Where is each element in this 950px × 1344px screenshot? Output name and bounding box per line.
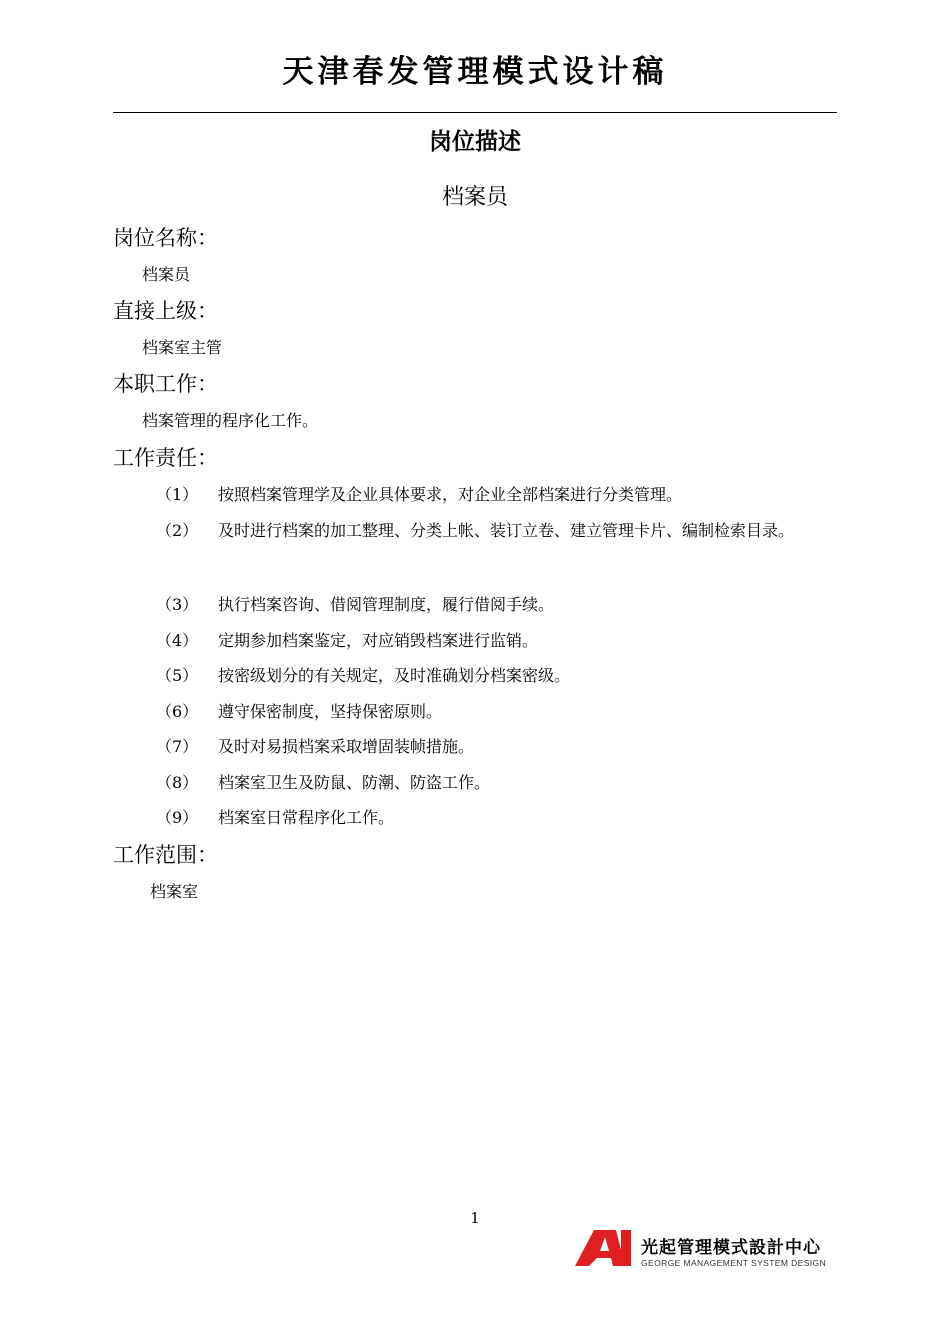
duty-text: 按密级划分的有关规定，及时准确划分档案密级。	[218, 666, 571, 685]
section-value-position-name: 档案员	[142, 265, 191, 284]
section-heading-position-name: 岗位名称：	[113, 226, 218, 250]
logo-a-icon	[575, 1228, 635, 1268]
section-heading-main-duty: 本职工作：	[113, 372, 218, 396]
duty-text: 执行档案咨询、借阅管理制度，履行借阅手续。	[218, 595, 555, 614]
section-heading-supervisor: 直接上级：	[113, 299, 218, 323]
duty-number: （1）	[156, 485, 199, 504]
section-heading-responsibilities: 工作责任：	[113, 446, 218, 470]
logo-text-chinese: 光起管理模式設計中心	[641, 1238, 821, 1258]
duty-text: 遵守保密制度，坚持保密原则。	[218, 702, 443, 721]
logo-text-english: GEORGE MANAGEMENT SYSTEM DESIGN	[641, 1258, 827, 1268]
duty-number: （7）	[156, 737, 199, 756]
page-number: 1	[470, 1209, 480, 1227]
duty-text: 定期参加档案鉴定，对应销毁档案进行监销。	[218, 631, 539, 650]
duty-number: （8）	[156, 773, 199, 792]
duty-number: （5）	[156, 666, 199, 685]
duty-text: 档案室日常程序化工作。	[218, 808, 395, 827]
section-value-scope: 档案室	[150, 882, 199, 901]
header-title: 天津春发管理模式设计稿	[282, 54, 668, 90]
duty-text: 及时对易损档案采取增固装帧措施。	[218, 737, 475, 756]
header-divider	[113, 112, 837, 113]
section-heading-scope: 工作范围：	[113, 843, 218, 867]
duty-text: 及时进行档案的加工整理、分类上帐、装订立卷、建立管理卡片、编制检索目录。	[218, 521, 795, 540]
duty-text: 档案室卫生及防鼠、防潮、防盗工作。	[218, 773, 491, 792]
duty-number: （4）	[156, 631, 199, 650]
section-value-supervisor: 档案室主管	[142, 338, 223, 357]
duty-text: 按照档案管理学及企业具体要求，对企业全部档案进行分类管理。	[218, 485, 683, 504]
duty-number: （9）	[156, 808, 199, 827]
position-subtitle: 档案员	[441, 185, 508, 210]
logo-a-bar	[621, 1230, 631, 1266]
duty-number: （2）	[156, 521, 199, 540]
logo-a-mark	[575, 1230, 625, 1266]
company-logo	[575, 1228, 840, 1272]
document-title: 岗位描述	[429, 129, 521, 155]
section-value-main-duty: 档案管理的程序化工作。	[142, 411, 319, 430]
duty-number: （3）	[156, 595, 199, 614]
duty-number: （6）	[156, 702, 199, 721]
